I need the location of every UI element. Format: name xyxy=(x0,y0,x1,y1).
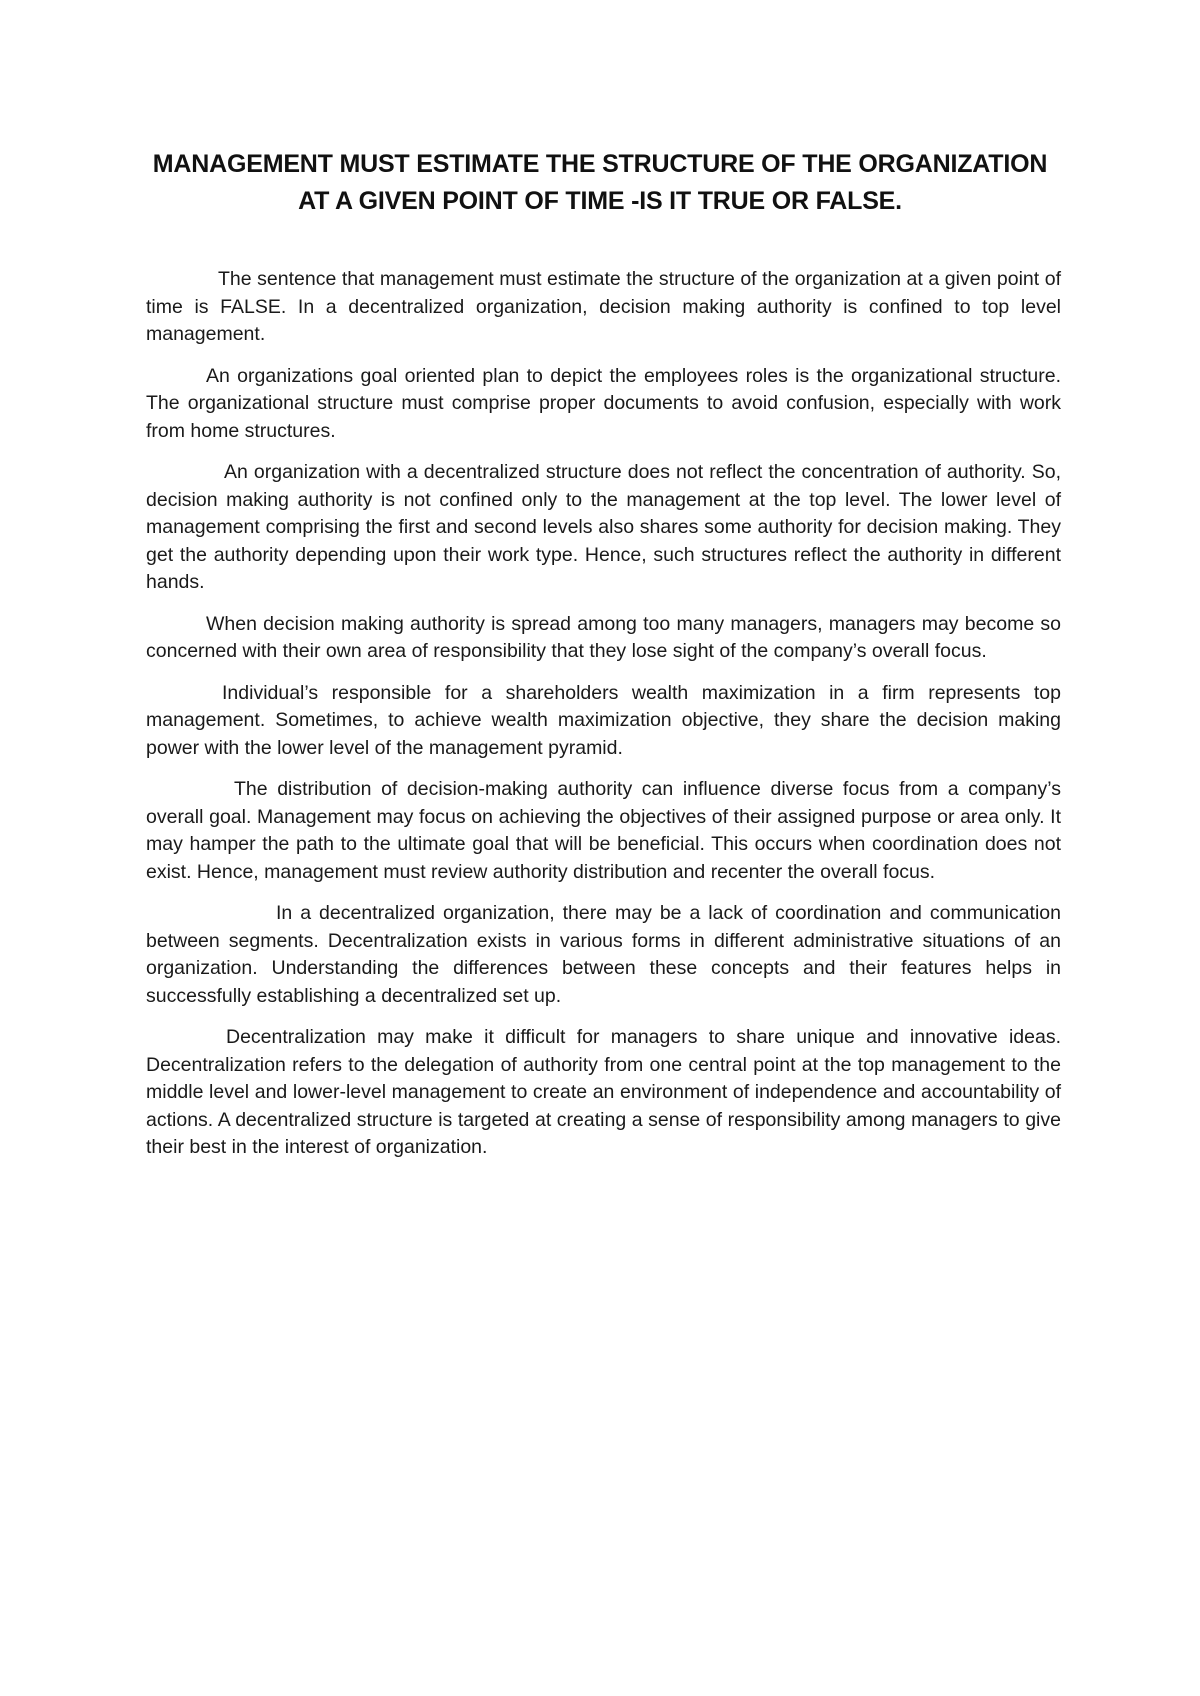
paragraph: The distribution of decision-making authority can influence diverse focus from a company’s overall goal. Management may focus on achieving the objectives of their assigned purpose or area only. It may hamper the path to the ultimate goal that will be beneficial. This occurs when coordination does not exist. Hence, management must review authority distribution and recenter the overall focus. xyxy=(146,778,1061,883)
paragraph: An organization with a decentralized structure does not reflect the concentration of authority. So, decision making authority is not confined only to the management at the top level. The lower level of management comprising the first and second levels also shares some authority for decision making. They get the authority depending upon their work type. Hence, such structures reflect the authority in different hands. xyxy=(146,461,1061,593)
paragraph: The sentence that management must estimate the structure of the organization at a given point of time is FALSE. In a decentralized organization, decision making authority is confined to top level management. xyxy=(146,268,1061,345)
document-title: MANAGEMENT MUST ESTIMATE THE STRUCTURE OF THE ORGANIZATION AT A GIVEN POINT OF TIME -IS IT TRUE OR FALSE. xyxy=(152,150,1048,215)
paragraph: When decision making authority is spread among too many managers, managers may become so concerned with their own area of responsibility that they lose sight of the company’s overall focus. xyxy=(146,612,1061,662)
paragraph: Individual’s responsible for a shareholders wealth maximization in a firm represents top management. Sometimes, to achieve wealth maximization objective, they share the decision making power with the lower level of the management pyramid. xyxy=(146,681,1061,759)
document-body xyxy=(146,266,1061,1176)
paragraph: An organizations goal oriented plan to depict the employees roles is the organizational structure. The organizational structure must comprise proper documents to avoid confusion, especially with work from home structures. xyxy=(146,364,1061,442)
paragraph: In a decentralized organization, there may be a lack of coordination and communication between segments. Decentralization exists in various forms in different administrative situations of an organization. Understanding the differences between these concepts and their features helps in successfully establishing a decentralized set up. xyxy=(146,902,1061,1007)
paragraph: Decentralization may make it difficult for managers to share unique and innovative ideas. Decentralization refers to the delegation of authority from one central point at the top management to the middle level and lower-level management to create an environment of independence and accountability of actions. A decentralized structure is targeted at creating a sense of responsibility among managers to give their best in the interest of organization. xyxy=(146,1026,1061,1158)
